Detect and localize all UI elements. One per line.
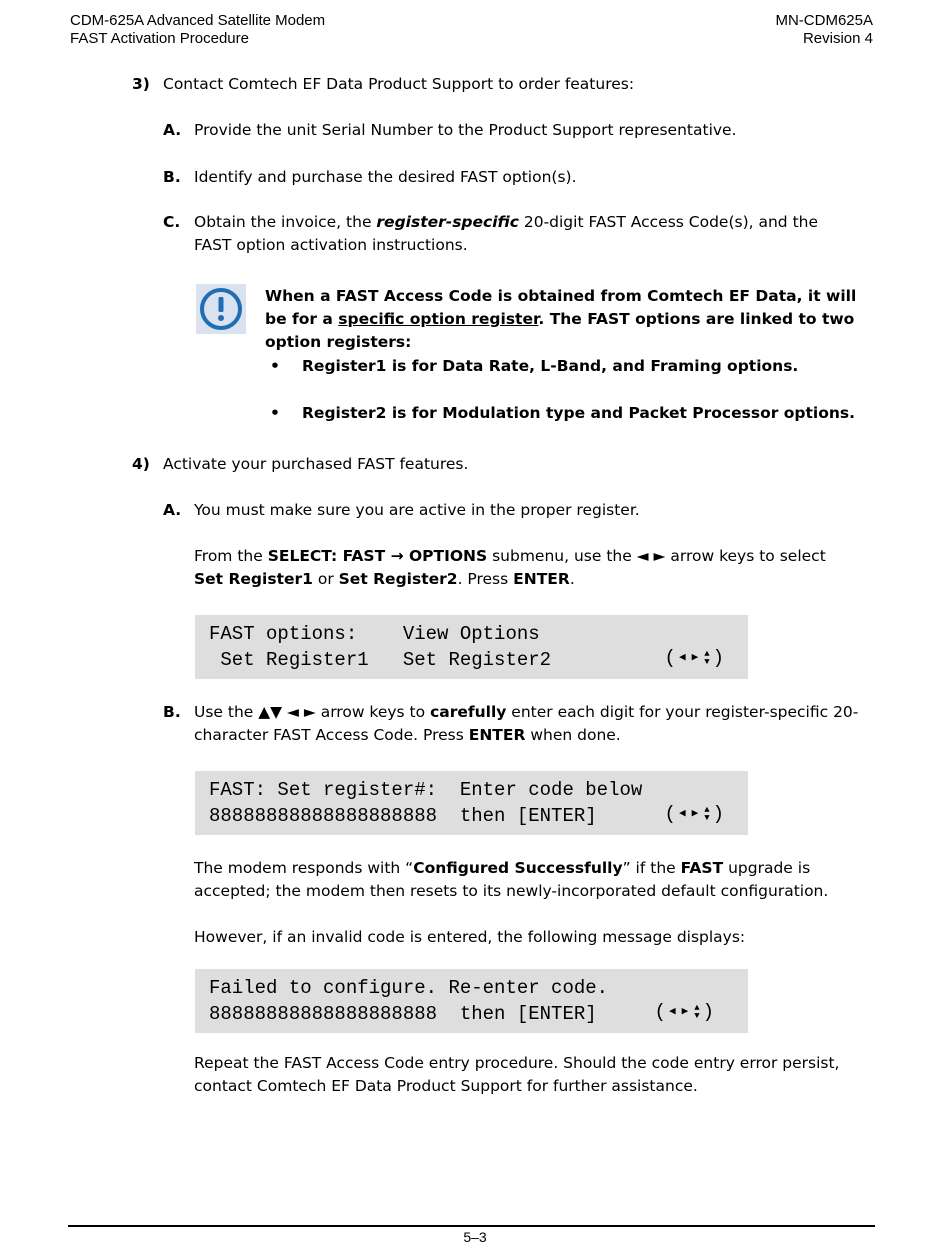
paren-close: ) <box>702 1001 714 1023</box>
paren-open: ( <box>664 647 676 669</box>
step-4a-label: A. <box>163 501 182 519</box>
instr-text: submenu, use the ◄ ► arrow keys to select <box>487 547 826 565</box>
carefully-emphasis: carefully <box>430 703 507 721</box>
lcd1-arrow-controls <box>665 645 724 671</box>
paren-open: ( <box>664 803 676 825</box>
menu-options: OPTIONS <box>408 547 488 565</box>
instr-text: Use the ▲▼ ◄ ► arrow keys to <box>194 703 431 721</box>
footer-rule <box>68 1225 875 1227</box>
paren-close: ) <box>712 647 724 669</box>
step-3b-text: Identify and purchase the desired FAST option(s). <box>194 168 577 186</box>
step-4a-instructions <box>194 545 854 591</box>
note-text-pre: When a FAST Access Code is obtained from Comtech EF Data, it will be for a <box>265 287 857 328</box>
right-arrow-icon: ▶ <box>691 652 699 664</box>
instr-text: From the <box>194 547 268 565</box>
instr-text: upgrade is accepted; the modem then resets to its newly-incorporated default configuration. <box>194 859 829 900</box>
left-arrow-icon: ◀ <box>668 1006 676 1018</box>
header-section-title: FAST Activation Procedure <box>70 30 249 47</box>
important-icon <box>196 284 246 334</box>
step-3a-text: Provide the unit Serial Number to the Product Support representative. <box>194 121 737 139</box>
menu-arrow: → <box>385 547 409 565</box>
instr-text: or <box>312 570 339 588</box>
step-4b-label: B. <box>163 703 181 721</box>
repeat-procedure-text: Repeat the FAST Access Code entry procedure. Should the code entry error persist, contact Comtech EF Data Product Support for further assistance. <box>194 1054 840 1095</box>
set-register2-term: Set Register2 <box>338 570 458 588</box>
lcd1-line1: FAST options: View Options <box>209 623 540 645</box>
down-arrow-icon: ▼ <box>694 1011 700 1021</box>
note-bullet-register2 <box>270 402 856 425</box>
up-down-arrow-icon <box>704 650 709 666</box>
up-arrow-icon: ▲ <box>704 805 710 815</box>
step-4-number: 4) <box>132 455 150 473</box>
register-specific-emphasis: register-specific <box>376 213 519 231</box>
configured-successfully-term: Configured Successfully <box>413 859 623 877</box>
step-3-text: Contact Comtech EF Data Product Support to order features: <box>163 75 635 93</box>
lcd-display-fast-options <box>195 615 748 679</box>
right-arrow-icon: ▶ <box>691 808 699 820</box>
note-underlined-text: specific option register <box>338 310 539 328</box>
lcd-display-set-register <box>195 771 748 835</box>
header-manual-title: CDM-625A Advanced Satellite Modem <box>70 12 326 29</box>
lcd3-line2: 88888888888888888888 then [ENTER] <box>209 1003 597 1025</box>
enter-key-term: ENTER <box>468 726 526 744</box>
lcd3-arrow-controls <box>655 999 714 1025</box>
step-3a-label: A. <box>163 121 182 139</box>
instr-text: enter each digit for your register-specific 20-character FAST Access Code. Press <box>194 703 859 744</box>
right-arrow-icon: ▶ <box>681 1006 689 1018</box>
lcd2-line2: 88888888888888888888 then [ENTER] <box>209 805 597 827</box>
step-3c-label: C. <box>163 213 181 231</box>
invalid-code-text: However, if an invalid code is entered, the following message displays: <box>194 928 746 946</box>
note-bullet-register1 <box>270 355 799 378</box>
document-header-right <box>775 12 873 48</box>
instr-text: when done. <box>525 726 621 744</box>
instr-text: . <box>569 570 575 588</box>
header-revision: Revision 4 <box>802 30 873 47</box>
bullet-register2-text: Register2 is for Modulation type and Packet Processor options. <box>302 404 856 422</box>
lcd-display-failed <box>195 969 748 1033</box>
up-arrow-icon: ▲ <box>694 1003 700 1013</box>
page-number: 5–3 <box>463 1229 487 1245</box>
menu-select-fast: SELECT: FAST <box>267 547 386 565</box>
lcd1-line2: Set Register1 Set Register2 <box>209 649 552 671</box>
left-arrow-icon: ◀ <box>678 652 686 664</box>
step-3-number: 3) <box>132 75 150 93</box>
left-arrow-icon: ◀ <box>678 808 686 820</box>
header-manual-number: MN-CDM625A <box>775 12 873 29</box>
up-down-arrow-icon <box>694 1004 699 1020</box>
paren-close: ) <box>712 803 724 825</box>
instr-text: ” if the <box>622 859 681 877</box>
step-3c-text-pre: Obtain the invoice, the <box>194 213 377 231</box>
step-4-text: Activate your purchased FAST features. <box>163 455 469 473</box>
paren-open: ( <box>654 1001 666 1023</box>
set-register1-term: Set Register1 <box>194 570 313 588</box>
lcd2-line1: FAST: Set register#: Enter code below <box>209 779 643 801</box>
bullet-dot: • <box>270 404 280 422</box>
important-note-text <box>265 285 865 354</box>
step-3c-text-post: 20-digit FAST Access Code(s), and the FAST option activation instructions. <box>194 213 819 254</box>
step-3b-label: B. <box>163 168 181 186</box>
down-arrow-icon: ▼ <box>704 813 710 823</box>
up-arrow-icon: ▲ <box>704 649 710 659</box>
down-arrow-icon: ▼ <box>704 657 710 667</box>
lcd2-arrow-controls <box>665 801 724 827</box>
step-4b-text <box>194 701 866 747</box>
fast-term: FAST <box>680 859 724 877</box>
bullet-dot: • <box>270 357 280 375</box>
step-3c-text <box>194 211 854 257</box>
step-4a-text: You must make sure you are active in the proper register. <box>194 501 640 519</box>
bullet-register1-text: Register1 is for Data Rate, L-Band, and Framing options. <box>302 357 799 375</box>
lcd3-line1: Failed to configure. Re-enter code. <box>209 977 609 999</box>
note-text-post: . The FAST options are linked to two option registers: <box>265 310 855 351</box>
instr-text: . Press <box>457 570 514 588</box>
enter-key-term: ENTER <box>513 570 570 588</box>
instr-text: The modem responds with “ <box>194 859 414 877</box>
modem-response-text <box>194 857 866 903</box>
up-down-arrow-icon <box>704 806 709 822</box>
document-header-left <box>70 12 325 48</box>
